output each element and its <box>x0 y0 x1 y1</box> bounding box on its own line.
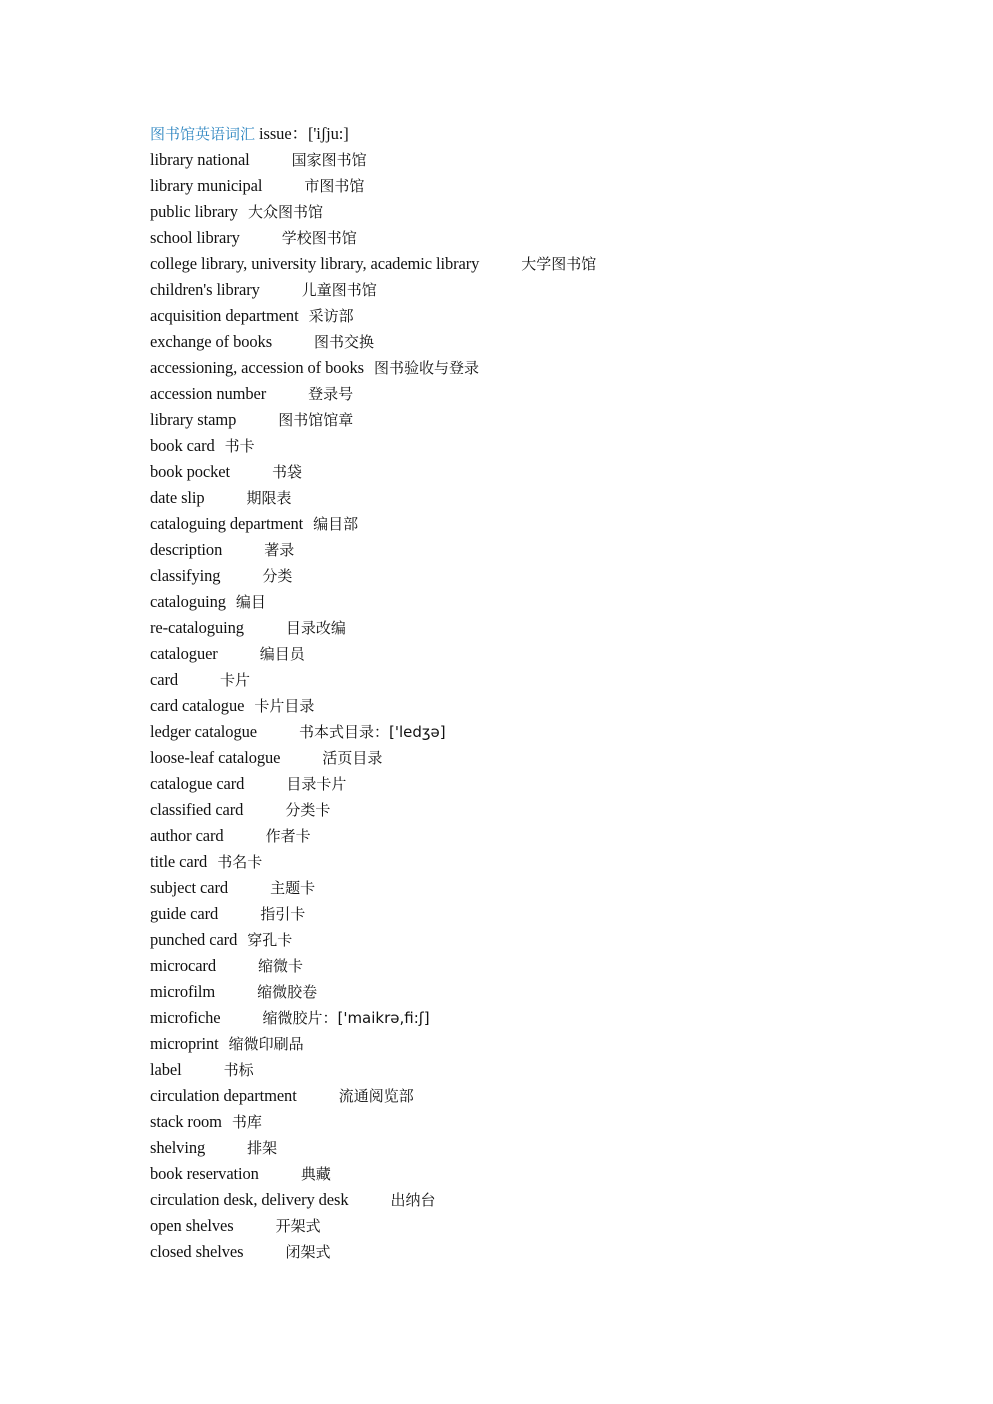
vocabulary-entry <box>150 745 930 771</box>
vocabulary-entry <box>150 199 930 225</box>
vocabulary-entry <box>150 225 930 251</box>
entry-english-term: college library, university library, academic library <box>150 254 480 273</box>
entry-chinese-term: 流通阅览部 <box>338 1087 414 1105</box>
entry-chinese-term: 缩微印刷品 <box>228 1035 304 1053</box>
entry-english-term: label <box>150 1060 182 1079</box>
entry-english-term: card catalogue <box>150 696 245 715</box>
entry-chinese-term: 缩微胶片：['maikrə,fi:ʃ] <box>262 1009 430 1027</box>
vocabulary-entry <box>150 511 930 537</box>
entry-english-term: microfilm <box>150 982 216 1001</box>
vocabulary-entry <box>150 329 930 355</box>
entry-english-term: book reservation <box>150 1164 259 1183</box>
entry-english-term: date slip <box>150 488 205 507</box>
entry-english-term: library stamp <box>150 410 237 429</box>
entry-english-term: accession number <box>150 384 267 403</box>
vocabulary-entry <box>150 875 930 901</box>
entry-chinese-term: 期限表 <box>246 489 292 507</box>
entry-english-term: guide card <box>150 904 219 923</box>
vocabulary-entry <box>150 615 930 641</box>
vocabulary-entry <box>150 953 930 979</box>
entry-chinese-term: 编目 <box>235 593 266 611</box>
entry-english-term: library national <box>150 150 250 169</box>
document-heading <box>150 121 930 147</box>
entry-chinese-term: 登录号 <box>308 385 354 403</box>
entry-english-term: subject card <box>150 878 229 897</box>
entry-english-term: microfiche <box>150 1008 221 1027</box>
vocabulary-entry <box>150 979 930 1005</box>
entry-english-term: ledger catalogue <box>150 722 257 741</box>
vocabulary-entry <box>150 485 930 511</box>
document-title: 图书馆英语词汇 <box>150 125 256 143</box>
entry-chinese-term: 图书馆馆章 <box>278 411 354 429</box>
entry-english-term: microprint <box>150 1034 219 1053</box>
entry-english-term: accessioning, accession of books <box>150 358 364 377</box>
entry-english-term: loose-leaf catalogue <box>150 748 281 767</box>
entry-english-term: acquisition department <box>150 306 299 325</box>
entry-chinese-term: 书本式目录：['ledʒə] <box>298 723 446 741</box>
entry-english-term: cataloguing <box>150 592 226 611</box>
entry-chinese-term: 书库 <box>231 1113 262 1131</box>
vocabulary-entry <box>150 173 930 199</box>
vocabulary-entry <box>150 251 930 277</box>
entry-chinese-term: 书卡 <box>224 437 255 455</box>
entry-chinese-term: 著录 <box>264 541 295 559</box>
entry-chinese-term: 书名卡 <box>217 853 263 871</box>
entry-chinese-term: 缩微卡 <box>257 957 303 975</box>
entry-chinese-term: 穿孔卡 <box>247 931 293 949</box>
vocabulary-entry <box>150 719 930 745</box>
entry-english-term: cataloguing department <box>150 514 304 533</box>
entry-english-term: library municipal <box>150 176 263 195</box>
vocabulary-entry <box>150 927 930 953</box>
vocabulary-entry <box>150 563 930 589</box>
entry-english-term: punched card <box>150 930 238 949</box>
vocabulary-entry <box>150 1239 930 1265</box>
entry-chinese-term: 分类 <box>262 567 293 585</box>
entry-english-term: author card <box>150 826 224 845</box>
vocabulary-entry <box>150 589 930 615</box>
vocabulary-entry <box>150 1187 930 1213</box>
vocabulary-entry <box>150 537 930 563</box>
entry-english-term: classifying <box>150 566 221 585</box>
entry-chinese-term: 编目员 <box>259 645 305 663</box>
entry-chinese-term: 排架 <box>247 1139 278 1157</box>
vocabulary-entry <box>150 1005 930 1031</box>
entry-chinese-term: 采访部 <box>308 307 354 325</box>
vocabulary-entry <box>150 1031 930 1057</box>
vocabulary-entry <box>150 693 930 719</box>
entry-english-term: public library <box>150 202 238 221</box>
entry-chinese-term: 活页目录 <box>322 749 383 767</box>
entry-english-term: card <box>150 670 178 689</box>
vocabulary-entry <box>150 1083 930 1109</box>
vocabulary-entry <box>150 277 930 303</box>
vocabulary-entry <box>150 355 930 381</box>
vocabulary-entry <box>150 771 930 797</box>
entry-english-term: book pocket <box>150 462 231 481</box>
entry-chinese-term: 学校图书馆 <box>281 229 357 247</box>
entry-chinese-term: 图书验收与登录 <box>374 359 480 377</box>
entry-english-term: stack room <box>150 1112 222 1131</box>
entry-chinese-term: 卡片目录 <box>254 697 315 715</box>
vocabulary-entry <box>150 1109 930 1135</box>
entry-english-term: exchange of books <box>150 332 273 351</box>
document-title-suffix: issue：['iʃju:] <box>255 124 349 143</box>
entry-english-term: description <box>150 540 223 559</box>
entry-english-term: circulation department <box>150 1086 297 1105</box>
entry-english-term: school library <box>150 228 240 247</box>
entry-chinese-term: 市图书馆 <box>304 177 365 195</box>
vocabulary-entry <box>150 823 930 849</box>
vocabulary-entry <box>150 1057 930 1083</box>
entry-chinese-term: 缩微胶卷 <box>257 983 318 1001</box>
vocabulary-entry <box>150 1213 930 1239</box>
entry-english-term: book card <box>150 436 215 455</box>
entry-english-term: cataloguer <box>150 644 218 663</box>
entry-english-term: re-cataloguing <box>150 618 244 637</box>
entry-chinese-term: 书标 <box>223 1061 254 1079</box>
vocabulary-entry <box>150 1161 930 1187</box>
vocabulary-entry <box>150 849 930 875</box>
entry-chinese-term: 儿童图书馆 <box>301 281 377 299</box>
entry-english-term: closed shelves <box>150 1242 244 1261</box>
vocabulary-entry <box>150 1135 930 1161</box>
vocabulary-entry <box>150 901 930 927</box>
entry-chinese-term: 目录改编 <box>285 619 346 637</box>
entry-chinese-term: 作者卡 <box>265 827 311 845</box>
entry-chinese-term: 卡片 <box>220 671 251 689</box>
vocabulary-entry <box>150 303 930 329</box>
entry-chinese-term: 国家图书馆 <box>291 151 367 169</box>
entry-chinese-term: 主题卡 <box>270 879 316 897</box>
vocabulary-entry <box>150 381 930 407</box>
vocabulary-list <box>150 147 930 1265</box>
entry-english-term: microcard <box>150 956 216 975</box>
vocabulary-entry <box>150 459 930 485</box>
entry-chinese-term: 指引卡 <box>260 905 306 923</box>
entry-chinese-term: 书袋 <box>272 463 303 481</box>
entry-chinese-term: 分类卡 <box>285 801 331 819</box>
entry-chinese-term: 编目部 <box>313 515 359 533</box>
entry-chinese-term: 闭架式 <box>285 1243 331 1261</box>
vocabulary-entry <box>150 433 930 459</box>
entry-english-term: children's library <box>150 280 260 299</box>
document-page <box>150 121 930 1265</box>
entry-chinese-term: 目录卡片 <box>286 775 347 793</box>
entry-chinese-term: 开架式 <box>275 1217 321 1235</box>
vocabulary-entry <box>150 667 930 693</box>
vocabulary-entry <box>150 641 930 667</box>
vocabulary-entry <box>150 147 930 173</box>
entry-chinese-term: 大众图书馆 <box>247 203 323 221</box>
vocabulary-entry <box>150 407 930 433</box>
entry-english-term: catalogue card <box>150 774 245 793</box>
entry-english-term: shelving <box>150 1138 206 1157</box>
entry-english-term: classified card <box>150 800 244 819</box>
entry-chinese-term: 出纳台 <box>390 1191 436 1209</box>
entry-english-term: title card <box>150 852 208 871</box>
entry-chinese-term: 大学图书馆 <box>521 255 597 273</box>
vocabulary-entry <box>150 797 930 823</box>
entry-chinese-term: 图书交换 <box>314 333 375 351</box>
entry-english-term: circulation desk, delivery desk <box>150 1190 349 1209</box>
entry-english-term: open shelves <box>150 1216 234 1235</box>
entry-chinese-term: 典藏 <box>300 1165 331 1183</box>
